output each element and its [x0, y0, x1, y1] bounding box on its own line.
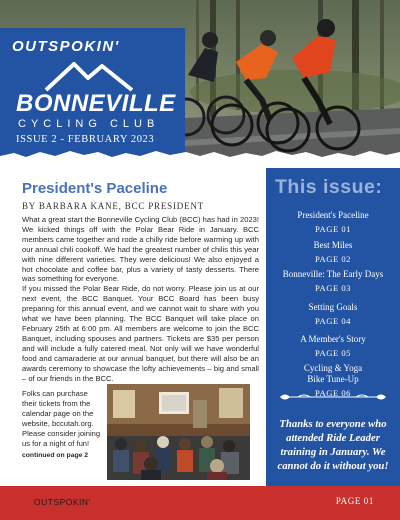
article-paragraph: If you missed the Polar Bear Ride, do not worry. Please join us at our next event, the BCC Banquet. Your BCC Board has been busy preparing for this annual event, and we cannot wait to share with you what we have been planning. The BCC Banquet will take place on February 25th at 6:00 pm. All members are welcome to join the BCC Banquet, including spouses and partners. Tickets are $35 per person and will include a fully catered meal. Not only will we have wonderful food and camaraderie at our annual banquet, but there will also be an awards ceremony to showcase the lofty achievements – big and small – of our friends in the BCC. — [22, 284, 259, 383]
club-name: BONNEVILLE — [16, 90, 176, 117]
torn-edge-divider — [0, 146, 400, 162]
banquet-photo — [107, 384, 250, 480]
toc-item-title: Cycling & Yoga Bike Tune-Up — [303, 363, 363, 384]
toc-item-presidents-paceline[interactable] — [266, 210, 400, 235]
banquet-photo-illustration — [107, 384, 250, 480]
toc-item-page: PAGE 03 — [315, 283, 351, 293]
toc-item-members-story[interactable] — [266, 334, 400, 359]
toc-item-title: Bonneville: The Early Days — [282, 269, 384, 279]
toc-item-best-miles[interactable] — [266, 240, 400, 265]
toc-item-early-days[interactable] — [266, 269, 400, 294]
table-of-contents-sidebar — [266, 168, 400, 486]
toc-item-page: PAGE 02 — [315, 254, 351, 264]
article-byline: BY BARBARA KANE, BCC PRESIDENT — [22, 201, 204, 211]
footer-newsletter-name: OUTSPOKIN' — [34, 497, 91, 507]
footer-page-number: PAGE 01 — [335, 496, 374, 506]
flourish-divider-icon — [278, 392, 388, 402]
toc-item-title: A Member's Story — [300, 334, 366, 344]
article-title: President's Paceline — [22, 180, 168, 197]
toc-item-title: President's Paceline — [297, 210, 369, 220]
newsletter-header — [0, 0, 400, 162]
toc-item-setting-goals[interactable] — [266, 302, 400, 327]
page-footer — [0, 486, 400, 520]
newsletter-name: OUTSPOKIN' — [12, 38, 120, 55]
continued-note: continued on page 2 — [22, 452, 89, 459]
toc-item-title: Setting Goals — [308, 302, 358, 312]
toc-item-page: PAGE 06 — [315, 388, 351, 398]
toc-item-page: PAGE 01 — [315, 224, 351, 234]
ticket-info-paragraph: Folks can purchase their tickets from the calendar page on the website, bccutah.org. Please consider joining us for a night of fun! — [22, 389, 101, 448]
toc-heading: This issue: — [275, 176, 383, 198]
thank-you-note: Thanks to everyone who attended Ride Leader training in January. We cannot do it without you! — [277, 418, 389, 472]
club-subtitle: CYCLING CLUB — [18, 118, 160, 130]
mountain-icon — [44, 58, 134, 92]
toc-item-page: PAGE 04 — [315, 316, 351, 326]
toc-item-title: Best Miles — [313, 240, 353, 250]
article-paragraph: What a great start the Bonneville Cycling Club (BCC) has had in 2023! We kicked things off with the Polar Bear Ride in January. BCC members came together and rode a chilly ride before warming up with our annual chili cookoff. We had the greatest number of chilis this year with nine different varieties. They were delicious! We also enjoyed a hot chocolate and coffee bar, plus a variety of tasty desserts. There was something for everyone. — [22, 215, 259, 284]
toc-item-page: PAGE 05 — [315, 348, 351, 358]
article-body — [22, 215, 259, 383]
issue-date: ISSUE 2 - FEBRUARY 2023 — [16, 134, 155, 145]
